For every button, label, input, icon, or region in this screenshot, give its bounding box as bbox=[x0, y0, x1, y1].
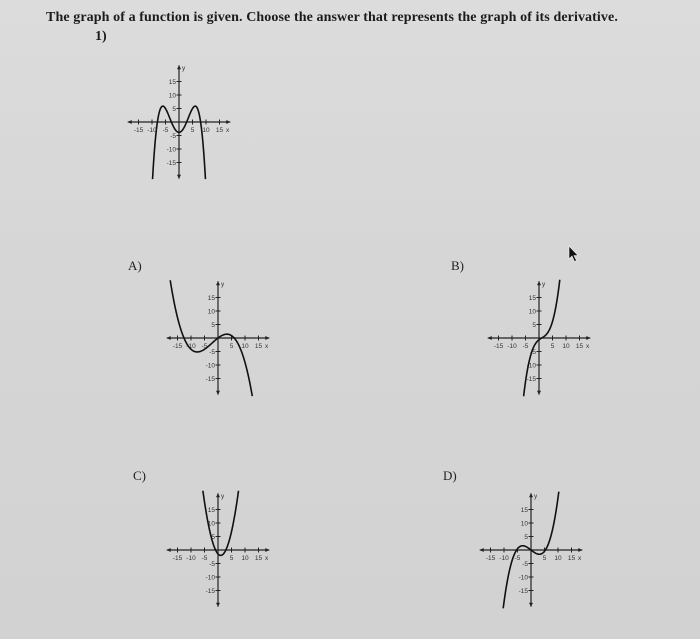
x-tick-label: -15 bbox=[493, 343, 504, 350]
y-tick-label: -10 bbox=[205, 574, 215, 582]
x-axis-arrow-left bbox=[167, 548, 171, 552]
y-tick-label: -15 bbox=[205, 587, 215, 595]
y-tick-label: 10 bbox=[528, 308, 536, 316]
x-tick-label: 10 bbox=[241, 555, 249, 562]
y-axis-arrow-up bbox=[216, 281, 220, 285]
y-tick-label: -10 bbox=[166, 146, 176, 154]
x-axis-arrow-right bbox=[578, 548, 582, 552]
y-axis-arrow-down bbox=[216, 603, 220, 607]
x-tick-label: 15 bbox=[215, 127, 224, 134]
x-tick-label: -10 bbox=[186, 343, 196, 350]
y-tick-label: 5 bbox=[211, 321, 215, 329]
y-axis-arrow-up bbox=[216, 493, 220, 497]
option-c-graph[interactable] bbox=[143, 482, 293, 612]
y-tick-label: 15 bbox=[528, 294, 536, 302]
x-tick-label: 15 bbox=[254, 343, 263, 350]
x-axis-arrow-right bbox=[265, 548, 269, 552]
y-tick-label: -15 bbox=[166, 159, 176, 167]
y-tick-label: 10 bbox=[207, 308, 215, 316]
x-tick-label: 5 bbox=[190, 127, 195, 134]
x-tick-label: 10 bbox=[554, 555, 562, 562]
y-tick-label: 10 bbox=[168, 92, 176, 100]
option-d-label[interactable]: D) bbox=[443, 468, 457, 483]
x-tick-label: 15 bbox=[567, 555, 576, 562]
y-axis-arrow-up bbox=[177, 65, 181, 69]
x-tick-label: -5 bbox=[522, 343, 529, 350]
y-tick-label: 15 bbox=[168, 78, 176, 86]
y-tick-label: 15 bbox=[207, 506, 215, 514]
mouse-pointer-icon bbox=[566, 244, 582, 269]
option-a-graph[interactable] bbox=[143, 270, 293, 400]
option-a-label[interactable]: A) bbox=[128, 258, 142, 273]
x-tick-label: -5 bbox=[162, 127, 169, 134]
y-tick-label: -5 bbox=[209, 348, 215, 356]
y-tick-label: -10 bbox=[526, 362, 536, 370]
x-tick-label: -15 bbox=[133, 127, 144, 134]
option-c-svg bbox=[143, 482, 293, 612]
x-axis-arrow-left bbox=[128, 120, 132, 124]
y-tick-label: -15 bbox=[526, 375, 536, 383]
y-tick-label: -10 bbox=[518, 574, 528, 582]
x-axis-arrow-right bbox=[226, 120, 230, 124]
y-tick-label: 15 bbox=[207, 294, 215, 302]
option-a-svg bbox=[143, 270, 293, 400]
option-b-svg bbox=[464, 270, 614, 400]
x-tick-label: -10 bbox=[499, 555, 509, 562]
y-tick-label: -15 bbox=[518, 587, 528, 595]
y-axis-arrow-down bbox=[529, 603, 533, 607]
y-tick-label: -10 bbox=[205, 362, 215, 370]
option-d-graph[interactable] bbox=[456, 482, 606, 612]
x-tick-label: 10 bbox=[562, 343, 570, 350]
y-tick-label: 5 bbox=[172, 105, 176, 113]
x-axis-arrow-left bbox=[488, 336, 492, 340]
y-axis-arrow-down bbox=[537, 391, 541, 395]
y-axis-arrow-up bbox=[529, 493, 533, 497]
x-tick-label: 5 bbox=[542, 555, 547, 562]
x-tick-label: x bbox=[264, 343, 269, 350]
y-axis-label: y bbox=[542, 281, 546, 288]
y-tick-label: 15 bbox=[520, 506, 528, 514]
option-b-graph[interactable] bbox=[464, 270, 614, 400]
y-tick-label: 5 bbox=[524, 533, 528, 541]
y-tick-label: 10 bbox=[207, 520, 215, 528]
x-axis-arrow-right bbox=[265, 336, 269, 340]
x-tick-label: 15 bbox=[575, 343, 584, 350]
x-tick-label: 10 bbox=[202, 127, 210, 134]
x-axis-arrow-right bbox=[586, 336, 590, 340]
x-tick-label: 5 bbox=[550, 343, 555, 350]
x-tick-label: x bbox=[225, 127, 230, 134]
option-d-svg bbox=[456, 482, 606, 612]
question-text: The graph of a function is given. Choose the answer that represents the graph of its derivative. bbox=[46, 10, 618, 25]
x-tick-label: -5 bbox=[201, 555, 208, 562]
given-function-svg bbox=[104, 54, 254, 184]
x-tick-label: -10 bbox=[507, 343, 517, 350]
x-tick-label: x bbox=[585, 343, 590, 350]
y-axis-label: y bbox=[221, 281, 225, 288]
x-tick-label: 5 bbox=[229, 555, 234, 562]
x-tick-label: x bbox=[577, 555, 582, 562]
y-axis-label: y bbox=[534, 493, 538, 500]
option-c-curve bbox=[203, 491, 239, 556]
y-axis-arrow-down bbox=[216, 391, 220, 395]
y-tick-label: -5 bbox=[522, 560, 528, 568]
x-tick-label: -5 bbox=[514, 555, 521, 562]
option-c-label[interactable]: C) bbox=[133, 468, 146, 483]
y-tick-label: 5 bbox=[532, 321, 536, 329]
question-number: 1) bbox=[95, 29, 107, 44]
x-tick-label: 10 bbox=[241, 343, 249, 350]
y-tick-label: 10 bbox=[520, 520, 528, 528]
x-tick-label: 15 bbox=[254, 555, 263, 562]
y-axis-arrow-down bbox=[177, 175, 181, 179]
x-tick-label: 5 bbox=[229, 343, 234, 350]
option-b-label[interactable]: B) bbox=[451, 258, 464, 273]
given-function-graph bbox=[104, 54, 254, 184]
x-axis-arrow-left bbox=[167, 336, 171, 340]
y-tick-label: 5 bbox=[211, 533, 215, 541]
x-tick-label: -15 bbox=[172, 343, 183, 350]
x-tick-label: x bbox=[264, 555, 269, 562]
y-axis-label: y bbox=[182, 65, 186, 72]
x-axis-arrow-left bbox=[480, 548, 484, 552]
x-tick-label: -15 bbox=[172, 555, 183, 562]
x-tick-label: -5 bbox=[201, 343, 208, 350]
y-tick-label: -5 bbox=[530, 348, 536, 356]
y-axis-label: y bbox=[221, 493, 225, 500]
x-tick-label: -10 bbox=[186, 555, 196, 562]
y-tick-label: -5 bbox=[170, 132, 176, 140]
y-tick-label: -15 bbox=[205, 375, 215, 383]
y-axis-arrow-up bbox=[537, 281, 541, 285]
x-tick-label: -10 bbox=[147, 127, 157, 134]
y-tick-label: -5 bbox=[209, 560, 215, 568]
x-tick-label: -15 bbox=[485, 555, 496, 562]
